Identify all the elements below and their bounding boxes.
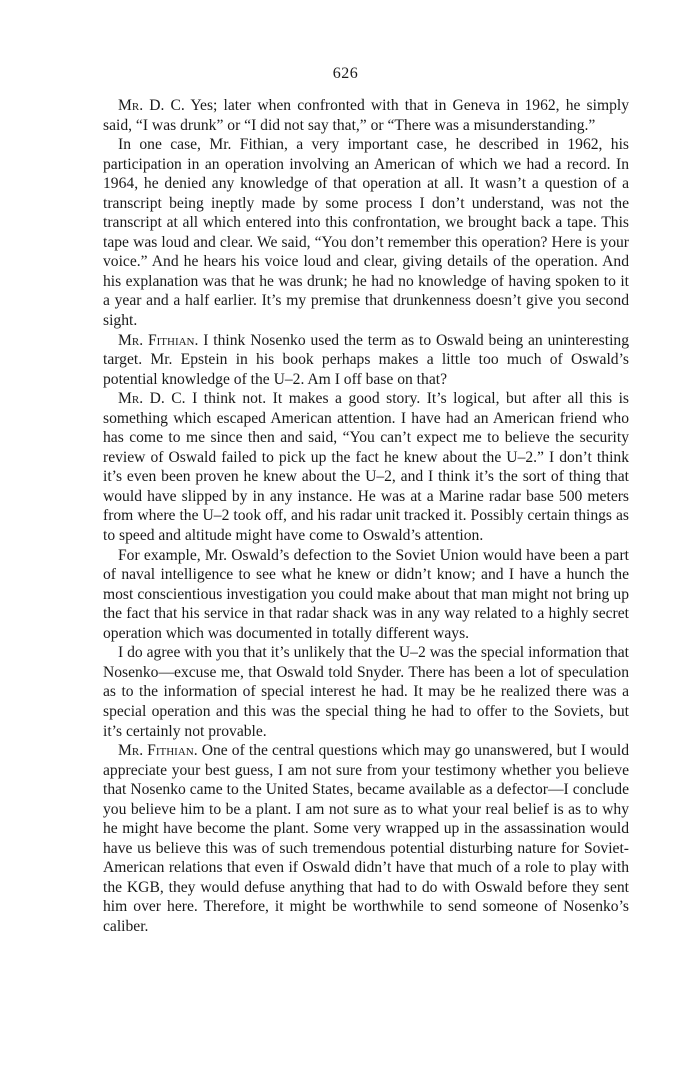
- paragraph: [103, 96, 629, 135]
- paragraph: [103, 741, 629, 936]
- paragraph: [103, 546, 629, 644]
- speaker-label: Mr. Fithian.: [118, 742, 198, 760]
- paragraph-text: One of the central questions which may go unanswered, but I would appreciate your best guess, I am not sure from your testimony whether you believe that Nosenko came to the United States, became available as a defector—I conclude you believe him to be a plant. I am not sure as to what your real belief is as to why he might have become the plant. Some very wrapped up in the assassination would have us believe this was of such tremendous potential disturbing nature for Soviet-American relations that even if Oswald didn’t have that much of a role to play with the KGB, they would defuse anything that had to do with Oswald before they sent him over here. Therefore, it might be worthwhile to send someone of Nosenko’s caliber.: [103, 742, 630, 935]
- paragraph: [103, 389, 629, 545]
- paragraph-text: Yes; later when confronted with that in Geneva in 1962, he simply said, “I was drunk” or “I did not say that,” or “There was a misunderstanding.”: [103, 97, 629, 134]
- speaker-label: Mr. D. C.: [118, 390, 186, 408]
- paragraph: [103, 643, 629, 741]
- paragraph-text: I think not. It makes a good story. It’s logical, but after all this is something which escaped American attention. I have had an American friend who has come to me since then and said, “You can’t expect me to believe the security review of Oswald failed to pick up the fact he knew about the U–2.” I don’t think it’s even been proven he knew about the U–2, and I think it’s the sort of thing that would have slipped by in any instance. He was at a Marine radar base 500 meters from where the U–2 took off, and his radar unit tracked it. Possibly certain things as to speed and altitude might have come to Oswald’s attention.: [103, 390, 630, 545]
- paragraph-text: I do agree with you that it’s unlikely that the U–2 was the special information that Nosenko—excuse me, that Oswald told Snyder. There has been a lot of speculation as to the information of special interest he had. It may be he realized there was a special operation and this was the special thing he had to offer to the Soviets, but it’s certainly not provable.: [103, 644, 629, 740]
- speaker-label: Mr. Fithian.: [118, 331, 199, 349]
- paragraph-text: For example, Mr. Oswald’s defection to the Soviet Union would have been a part of naval intelligence to see what he knew or didn’t know; and I have a hunch the most conscientious investigation you could make about that man might not bring up the fact that his service in that radar shack was in any way related to a highly secret operation which was documented in totally different ways.: [103, 546, 629, 642]
- body-text: [103, 96, 629, 937]
- page-number: 626: [332, 65, 359, 82]
- paragraph-text: I think Nosenko used the term as to Oswald being an uninteresting target. Mr. Epstein in his book perhaps makes a little too much of Oswald’s potential knowledge of the U–2. Am I off base on that?: [103, 331, 629, 388]
- paragraph: [103, 331, 629, 390]
- paragraph: [103, 135, 629, 330]
- paragraph-text: In one case, Mr. Fithian, a very important case, he described in 1962, his participation in an operation involving an American of which we had a record. In 1964, he denied any knowledge of that operation at all. It wasn’t a question of a transcript being ineptly made by some process I don’t understand, was not the transcript at all which entered into this confrontation, we brought back a tape. This tape was loud and clear. We said, “You don’t remember this operation? Here is your voice.” And he hears his voice loud and clear, giving details of the operation. And his explanation was that he was drunk; he had no knowledge of having spoken to it a year and a half earlier. It’s my premise that drunkenness doesn’t give you second sight.: [103, 136, 629, 330]
- speaker-label: Mr. D. C.: [118, 97, 185, 114]
